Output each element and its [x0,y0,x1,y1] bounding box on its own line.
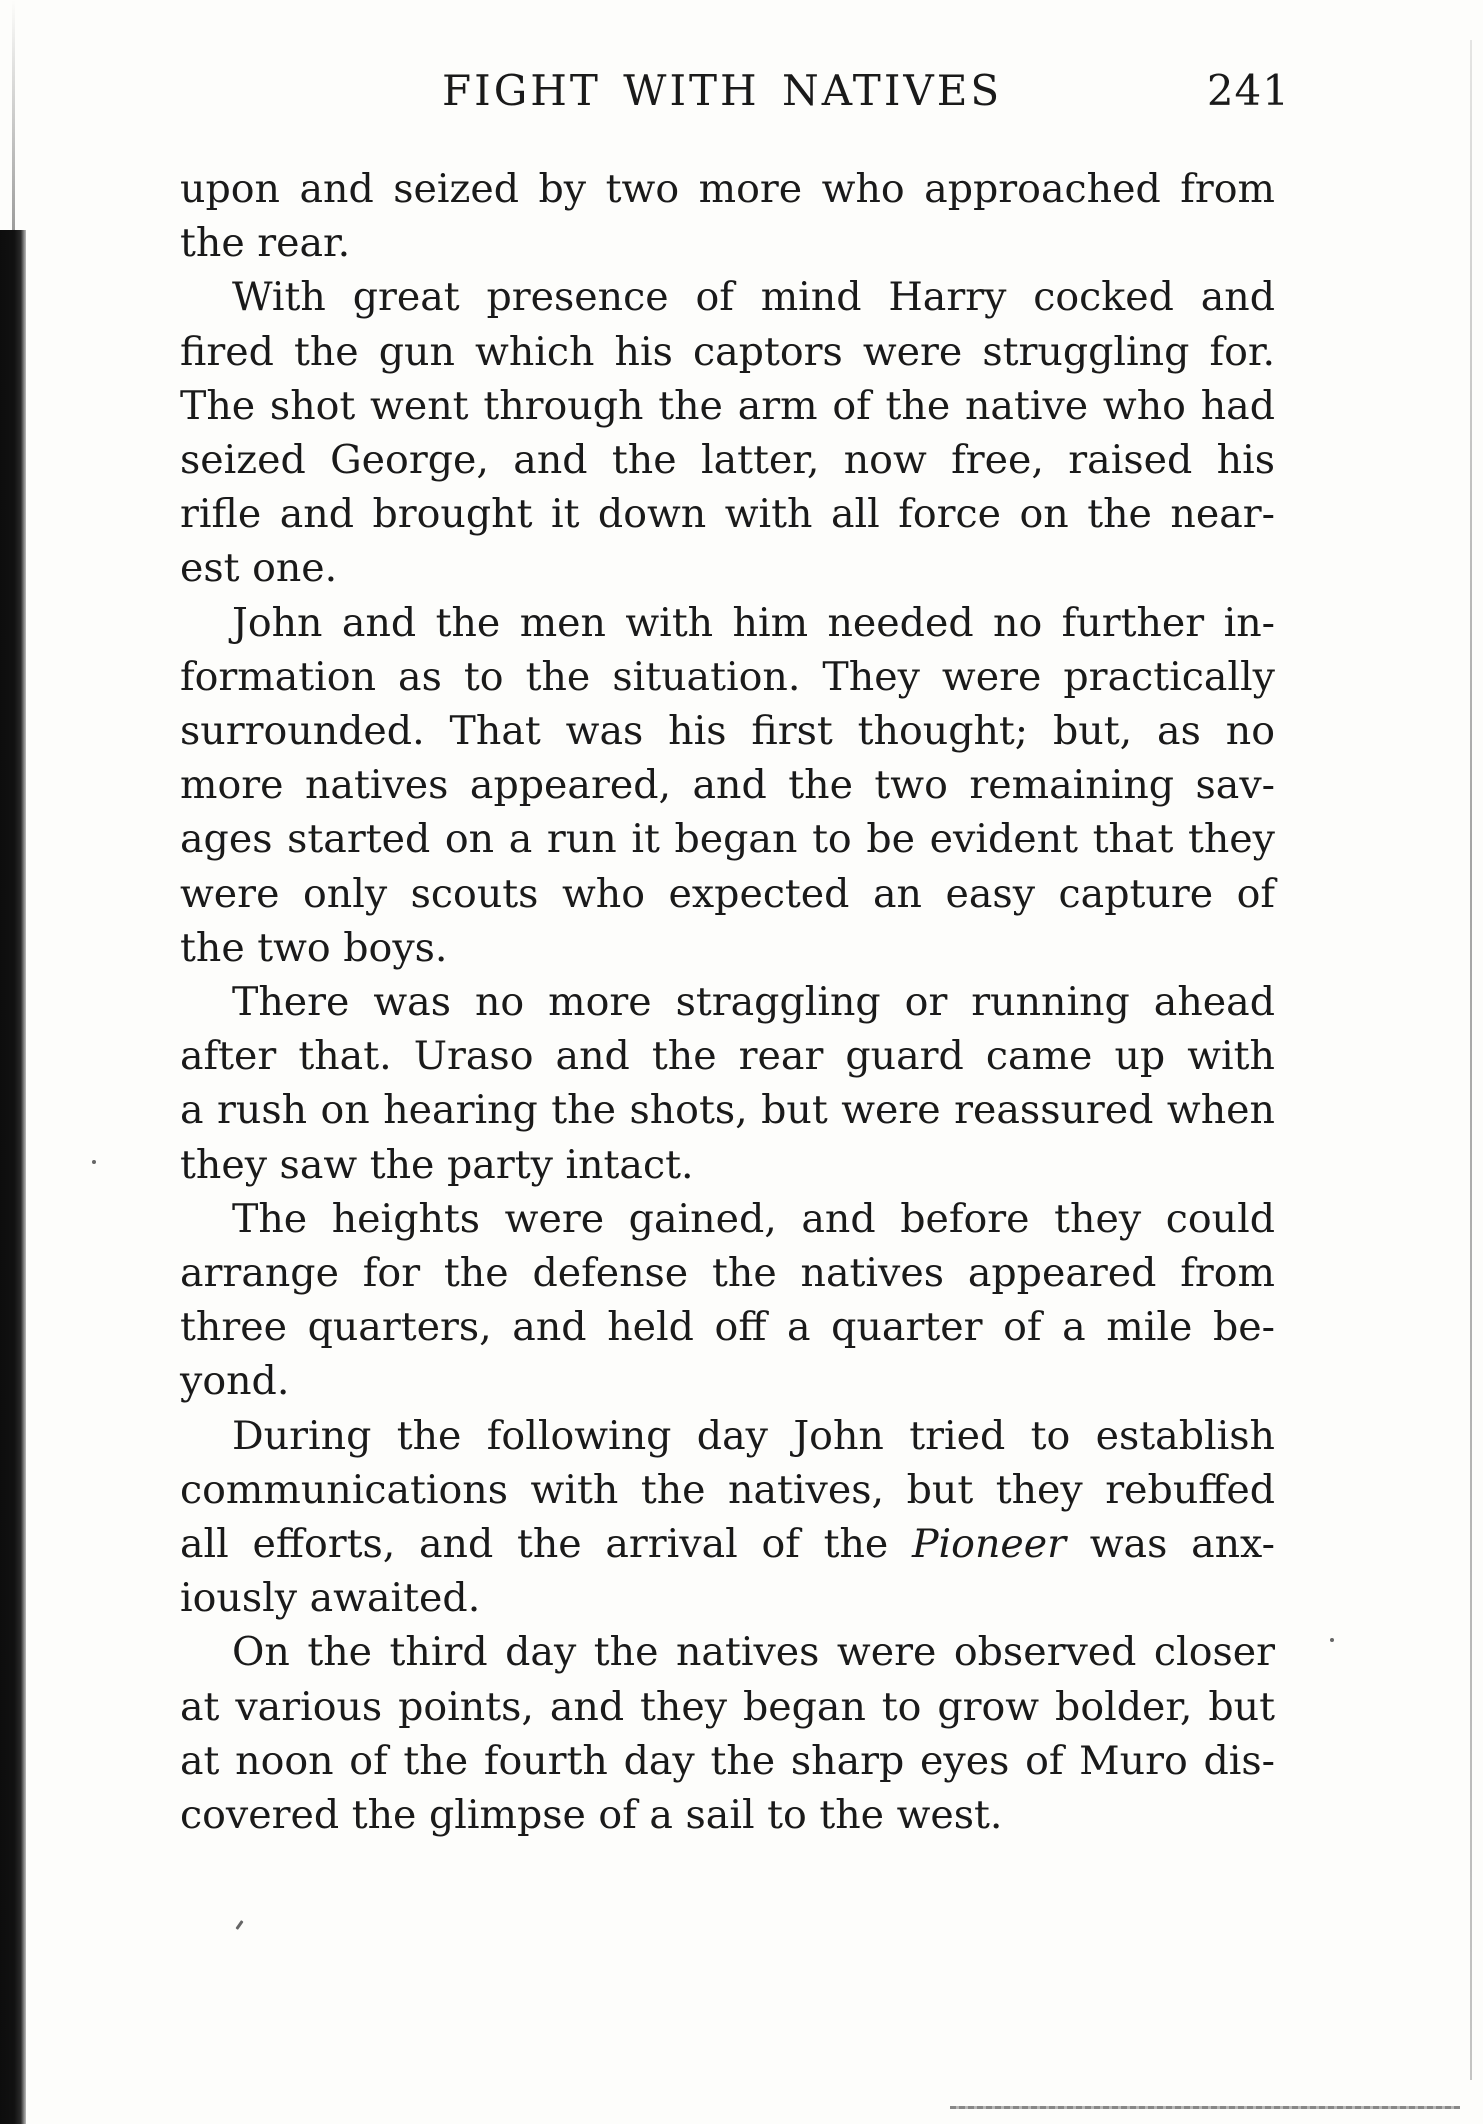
text-line: fired the gun which his captors were struggling for. [180,328,1275,375]
text-line: yond. [180,1358,290,1405]
body-text [180,162,1275,1842]
print-speck [1330,1638,1334,1642]
paragraph [180,1625,1275,1842]
text-line: three quarters, and held off a quarter of a mile be- [180,1304,1275,1351]
text-line: after that. Uraso and the rear guard came up with [180,1033,1275,1080]
text-line: upon and seized by two more who approached from [180,166,1275,212]
page-number: 241 [1206,66,1290,115]
page-gutter-shadow [12,0,15,230]
paragraph [180,596,1275,975]
paragraph [180,1192,1275,1409]
text-line: surrounded. That was his first thought; but, as no [180,708,1275,755]
text-line: covered the glimpse of a sail to the west. [180,1792,1003,1839]
text-line: were only scouts who expected an easy capture of [180,870,1275,917]
text-line: communications with the natives, but they rebuffed [180,1466,1275,1513]
text-line: more natives appeared, and the two remaining sav- [180,762,1275,809]
running-title: FIGHT WITH NATIVES [442,66,1003,115]
paragraph [180,975,1275,1192]
text-line: a rush on hearing the shots, but were reassured when [180,1087,1275,1134]
text-line: With great presence of mind Harry cocked and [232,274,1275,321]
page-spine-edge [0,230,26,2124]
text-line: iously awaited. [180,1575,481,1622]
page-bottom-edge [950,2106,1460,2109]
text-line: all efforts, and the arrival of the Pioneer was anx- [180,1521,1275,1568]
text-line: the two boys. [180,924,448,971]
print-speck [92,1160,96,1164]
text-line: ages started on a run it began to be evident that they [180,816,1275,863]
ship-name: Pioneer [911,1521,1067,1568]
text-line: at noon of the fourth day the sharp eyes of Muro dis- [180,1737,1275,1784]
text-line: they saw the party intact. [180,1141,694,1188]
text-line: John and the men with him needed no further in- [232,599,1275,646]
text-line: est one. [180,545,338,592]
text-line: There was no more straggling or running ahead [232,979,1275,1026]
paragraph [180,1409,1275,1626]
paragraph [180,162,1275,270]
page-right-edge [1470,40,1472,2080]
text-line: formation as to the situation. They were practically [180,653,1275,700]
text-line: at various points, and they began to grow bolder, but [180,1683,1275,1730]
text-line: seized George, and the latter, now free, raised his [180,437,1275,484]
text-line: the rear. [180,220,351,267]
running-header [180,66,1290,126]
paragraph [180,270,1275,595]
text-line: During the following day John tried to establish [232,1412,1275,1459]
print-speck [235,1920,243,1930]
text-line: arrange for the defense the natives appeared from [180,1250,1275,1297]
text-line: The heights were gained, and before they could [232,1195,1275,1242]
text-line: rifle and brought it down with all force on the near- [180,491,1275,538]
text-line: On the third day the natives were observed closer [232,1629,1275,1676]
text-line: The shot went through the arm of the native who had [180,382,1275,429]
